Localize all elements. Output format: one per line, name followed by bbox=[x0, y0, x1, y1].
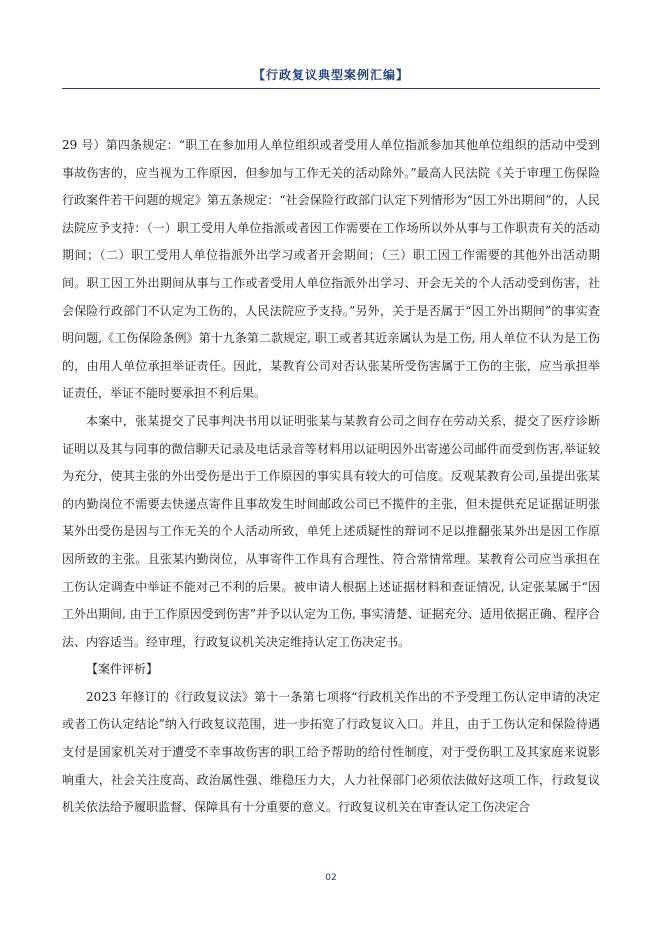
page-number: 02 bbox=[325, 873, 337, 883]
document-body bbox=[62, 132, 600, 822]
paragraph-case-analysis: 本案中，张某提交了民事判决书用以证明张某与某教育公司之间存在劳动关系，提交了医疗诊断证明以及其与同事的微信聊天记录及电话录音等材料用以证明因外出寄递公司邮件而受到伤害,举证较为充分，使其主张的外出受伤是出于工作原因的事实具有较大的可信度。反观某教育公司,虽提出张某的内勤岗位不需要去快递点寄件且事故发生时间邮政公司已不揽件的主张，但未提供充足证据证明张某外出受伤是因与工作无关的个人活动所致，单凭上述质疑性的辩词不足以推翻张某外出是因工作原因所致的主张。且张某内勤岗位，从事寄件工作具有合理性、符合常情常理。某教育公司应当承担在工伤认定调查中举证不能对己不利的后果。被申请人根据上述证据材料和查证情况, 认定张某属于“因工外出期间, 由于工作原因受到伤害”并予以认定为工伤, 事实清楚、证据充分、适用依据正确、程序合法、内容适当。经审理，行政复议机关决定维持认定工伤决定书。 bbox=[62, 413, 600, 649]
header-title: 【行政复议典型案例汇编】 bbox=[252, 68, 409, 82]
header-divider bbox=[62, 88, 600, 89]
paragraph-commentary: 2023 年修订的《行政复议法》第十一条第七项将“行政机关作出的不予受理工伤认定申请的决定或者工伤认定结论”纳入行政复议范围，进一步拓宽了行政复议入口。并且，由于工伤认定和保险待遇支付是国家机关对于遭受不幸事故伤害的职工给予帮助的给付性制度，对于受伤职工及其家庭来说影响重大，社会关注度高、政治属性强、维稳压力大，人力社保部门必须依法做好这项工作，行政复议机关依法给予履职监督、保障具有十分重要的意义。行政复议机关在审查认定工伤决定合 bbox=[62, 689, 600, 815]
paragraph-continued-regulations: 29 号）第四条规定：“职工在参加用人单位组织或者受用人单位指派参加其他单位组织的活动中受到事故伤害的，应当视为工作原因，但参加与工作无关的活动除外。”最高人民法院《关于审理工伤保险行政案件若干问题的规定》第五条规定：“社会保险行政部门认定下列情形为“因工外出期间”的，人民法院应予支持：（一）职工受用人单位指派或者因工作需要在工作场所以外从事与工作职责有关的活动期间；（二）职工受用人单位指派外出学习或者开会期间；（三）职工因工作需要的其他外出活动期间。职工因工外出期间从事与工作或者受用人单位指派外出学习、开会无关的个人活动受到伤害，社会保险行政部门不认定为工伤的，人民法院应予支持。”另外，关于是否属于“因工外出期间”的事实查明问题,《工伤保险条例》第十九条第二款规定, 职工或者其近亲属认为是工伤, 用人单位不认为是工伤的，由用人单位承担举证责任。因此，某教育公司对否认张某所受伤害属于工伤的主张，应当承担举证责任，举证不能时要承担不利后果。 bbox=[62, 138, 600, 401]
section-heading: 【案件评析】 bbox=[86, 662, 159, 677]
